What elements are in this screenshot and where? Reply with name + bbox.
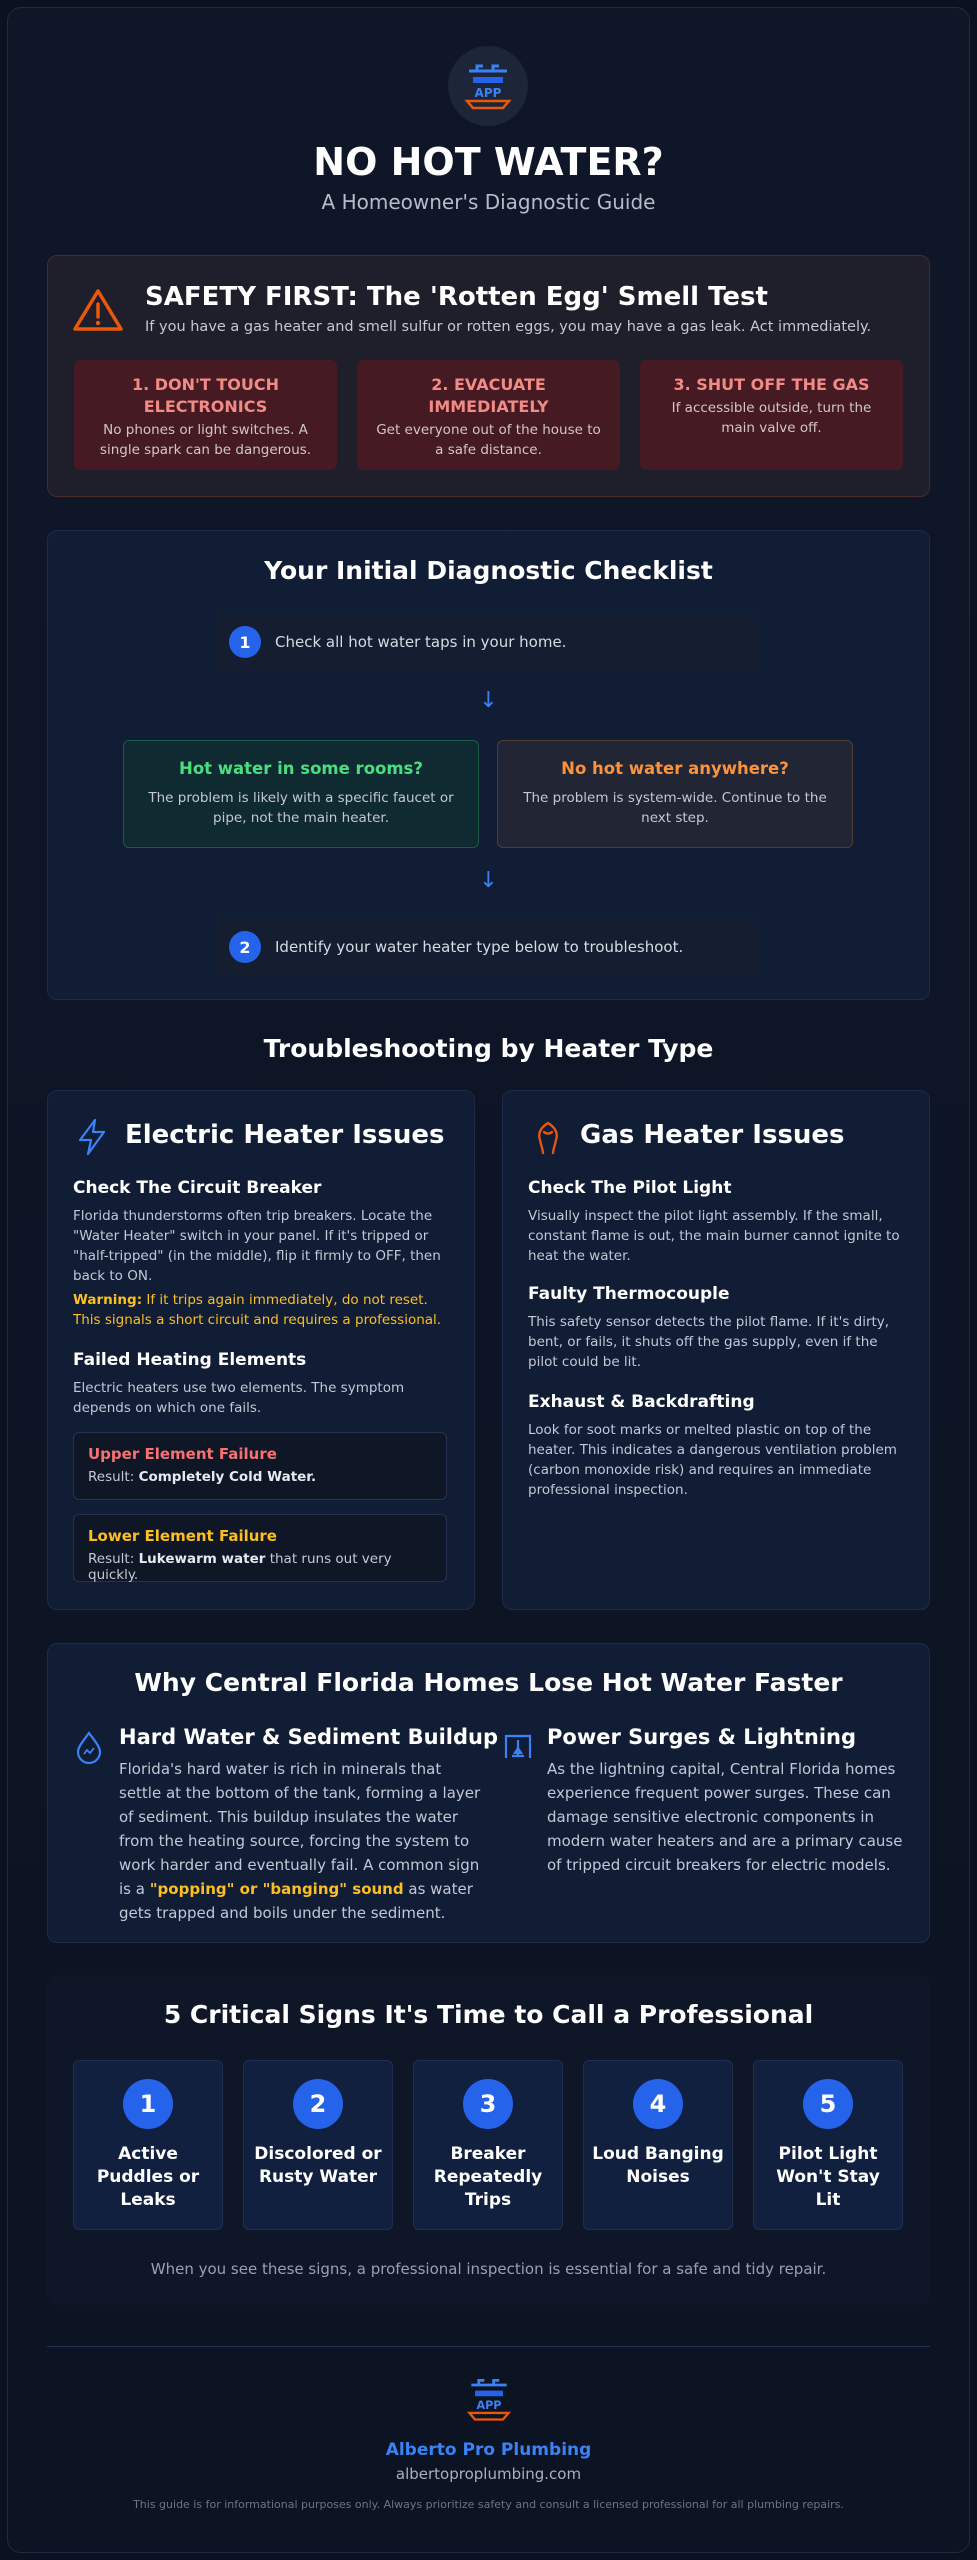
branch-desc: The problem is system-wide. Continue to the next step.: [523, 790, 827, 826]
safety-step-3: [640, 360, 903, 470]
sign-label: Loud Banging Noises: [592, 2144, 724, 2187]
hard-water-text: [119, 1757, 484, 1925]
sign-number-badge: 2: [293, 2079, 343, 2129]
signs-note: When you see these signs, a professional inspection is essential for a safe and tidy repair.: [150, 2260, 827, 2278]
website-link[interactable]: albertoproplumbing.com: [395, 2465, 582, 2483]
result-label: Result:: [88, 1551, 135, 1567]
safety-step-title: 3. SHUT OFF THE GAS: [673, 375, 870, 394]
sign-card-3: [413, 2060, 563, 2230]
safety-step-desc: If accessible outside, turn the main valve off.: [671, 400, 872, 436]
safety-step-1: [74, 360, 337, 470]
checklist-step-text: Identify your water heater type below to troubleshoot.: [275, 938, 684, 956]
disclaimer: This guide is for informational purposes only. Always prioritize safety and consult a licensed professional for all plumbing repairs.: [133, 2498, 844, 2511]
sign-card-2: [243, 2060, 393, 2230]
warning-text: If it trips again immediately, do not reset. This signals a short circuit and requires a professional.: [73, 1292, 442, 1328]
safety-title: SAFETY FIRST: The 'Rotten Egg' Smell Test: [145, 282, 768, 312]
power-surge-text: As the lightning capital, Central Florida homes experience frequent power surges. These can damage sensitive electronic components in modern water heaters and are a primary cause of tripped circuit breakers for electric models.: [547, 1760, 903, 1874]
result-value: Completely Cold Water.: [138, 1469, 317, 1485]
sign-label: Breaker Repeatedly Trips: [433, 2144, 543, 2210]
sign-number-badge: 5: [803, 2079, 853, 2129]
hard-water-text-start: Florida's hard water is rich in minerals that settle at the bottom of the tank, forming a layer of sediment. This buildup insulates the water from the heating source, forcing the system to work harder and eventually fail. A common sign is a: [119, 1760, 481, 1898]
lightning-icon: [74, 1118, 110, 1160]
page-title: NO HOT WATER?: [313, 140, 664, 184]
power-surge-title: Power Surges & Lightning: [547, 1725, 857, 1749]
brand-name: Alberto Pro Plumbing: [385, 2440, 592, 2460]
sign-card-4: [583, 2060, 733, 2230]
power-surge-icon: [502, 1730, 534, 1768]
water-drop-icon: [74, 1730, 104, 1768]
thermocouple-desc: This safety sensor detects the pilot flame. If it's dirty, bent, or fails, it shuts off the gas supply, even if the pilot could be lit.: [528, 1314, 890, 1370]
sign-number-badge: 3: [463, 2079, 513, 2129]
result-rest: that runs out very quickly.: [88, 1551, 392, 1583]
lower-element-failure: [73, 1514, 447, 1582]
sign-label: Active Puddles or Leaks: [96, 2144, 200, 2210]
sound-highlight: "popping" or "banging" sound: [149, 1880, 404, 1898]
fail-title: Lower Element Failure: [88, 1527, 277, 1545]
exhaust-desc: Look for soot marks or melted plastic on top of the heater. This indicates a dangerous ventilation problem (carbon monoxide risk) and requires an immediate professional inspection.: [528, 1422, 897, 1498]
safety-step-desc: Get everyone out of the house to a safe distance.: [376, 422, 601, 458]
checklist-step-1: [215, 613, 761, 671]
page-subtitle: A Homeowner's Diagnostic Guide: [321, 190, 656, 214]
hard-water-text-end: as water gets trapped and boils under the sediment.: [119, 1880, 473, 1922]
branch-title: Hot water in some rooms?: [179, 759, 423, 778]
breaker-title: Check The Circuit Breaker: [73, 1178, 322, 1198]
upper-element-failure: [73, 1432, 447, 1500]
safety-step-title: 1. DON'T TOUCH ELECTRONICS: [131, 375, 280, 416]
sign-number-badge: 1: [123, 2079, 173, 2129]
svg-text:APP: APP: [476, 2399, 502, 2413]
sign-label: Discolored or Rusty Water: [254, 2144, 382, 2187]
safety-step-desc: No phones or light switches. A single spark can be dangerous.: [99, 422, 312, 458]
sign-card-5: [753, 2060, 903, 2230]
exhaust-title: Exhaust & Backdrafting: [528, 1392, 755, 1412]
gas-heater-title: Gas Heater Issues: [580, 1120, 845, 1150]
branch-some-rooms: [123, 740, 479, 848]
branch-title: No hot water anywhere?: [561, 759, 789, 778]
florida-title: Why Central Florida Homes Lose Hot Water Faster: [134, 1668, 843, 1697]
flame-icon: [532, 1120, 564, 1160]
sign-label: Pilot Light Won't Stay Lit: [776, 2144, 880, 2210]
warning-icon: [72, 287, 124, 337]
pilot-title: Check The Pilot Light: [528, 1178, 732, 1198]
step-number-badge: 2: [229, 931, 261, 963]
result-value: Lukewarm water: [138, 1551, 266, 1567]
pilot-desc: Visually inspect the pilot light assembly. If the small, constant flame is out, the main burner cannot ignite to heat the water.: [528, 1208, 900, 1264]
logo-badge: [448, 46, 528, 126]
hard-water-title: Hard Water & Sediment Buildup: [119, 1725, 498, 1749]
footer-logo-icon: [462, 2372, 516, 2430]
warning-label: Warning:: [73, 1292, 143, 1308]
sign-card-1: [73, 2060, 223, 2230]
branch-no-hot-water: [497, 740, 853, 848]
elements-title: Failed Heating Elements: [73, 1350, 307, 1370]
checklist-step-text: Check all hot water taps in your home.: [275, 633, 567, 651]
plumbing-logo-icon: [459, 57, 517, 115]
signs-title: 5 Critical Signs It's Time to Call a Professional: [163, 2000, 814, 2029]
arrow-down-icon: ↓: [479, 868, 498, 893]
checklist-step-2: [215, 918, 761, 976]
step-number-badge: 1: [229, 626, 261, 658]
heater-section-title: Troubleshooting by Heater Type: [263, 1034, 714, 1063]
branch-desc: The problem is likely with a specific faucet or pipe, not the main heater.: [148, 790, 454, 826]
breaker-warning: [73, 1290, 458, 1330]
result-label: Result:: [88, 1469, 135, 1485]
fail-result: [88, 1469, 432, 1485]
fail-title: Upper Element Failure: [88, 1445, 277, 1463]
safety-step-title: 2. EVACUATE IMMEDIATELY: [428, 375, 549, 416]
sign-number-badge: 4: [633, 2079, 683, 2129]
elements-desc: Electric heaters use two elements. The symptom depends on which one fails.: [73, 1380, 405, 1416]
electric-heater-title: Electric Heater Issues: [125, 1120, 445, 1150]
footer-divider: [47, 2346, 930, 2347]
checklist-title: Your Initial Diagnostic Checklist: [264, 556, 713, 585]
svg-text:APP: APP: [474, 86, 502, 100]
thermocouple-title: Faulty Thermocouple: [528, 1284, 730, 1304]
safety-description: If you have a gas heater and smell sulfur or rotten eggs, you may have a gas leak. Act immediately.: [145, 319, 872, 335]
fail-result: [88, 1551, 432, 1583]
arrow-down-icon: ↓: [479, 688, 498, 713]
safety-step-2: [357, 360, 620, 470]
breaker-desc: Florida thunderstorms often trip breakers. Locate the "Water Heater" switch in your panel. If it's tripped or "half-tripped" (in the middle), flip it firmly to OFF, then back to ON.: [73, 1208, 441, 1284]
